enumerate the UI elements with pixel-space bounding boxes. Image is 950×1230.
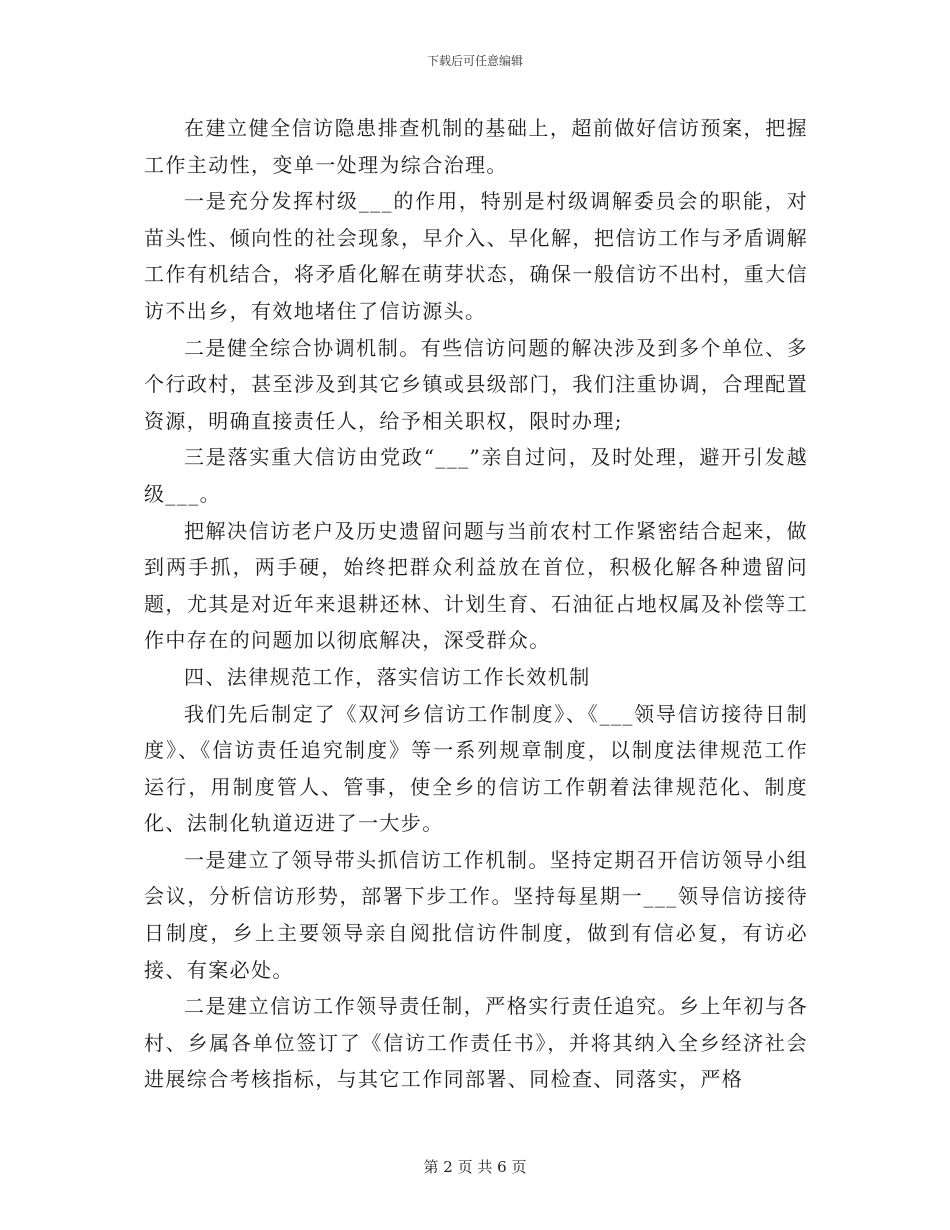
page-header: 下载后可任意编辑 bbox=[426, 54, 523, 68]
paragraph: 我们先后制定了《双河乡信访工作制度》、《___领导信访接待日制度》、《信访责任追究制度》等一系列规章制度，以制度法律规范工作运行，用制度管人、管事，使全乡的信访工作朝着法律规范化、制度化、法制化轨道迈进了一大步。 bbox=[144, 701, 808, 836]
document-body bbox=[144, 110, 808, 1098]
paragraph: 把解决信访老户及历史遗留问题与当前农村工作紧密结合起来，做到两手抓，两手硬，始终把群众利益放在首位，积极化解各种遗留问题，尤其是对近年来退耕还林、计划生育、石油征占地权属及补偿等工作中存在的问题加以彻底解决，深受群众。 bbox=[144, 518, 808, 653]
paragraph: 三是落实重大信访由党政“___”亲自过问，及时处理，避开引发越级___。 bbox=[144, 445, 808, 506]
paragraph: 二是健全综合协调机制。有些信访问题的解决涉及到多个单位、多个行政村，甚至涉及到其它乡镇或县级部门，我们注重协调，合理配置资源，明确直接责任人，给予相关职权，限时办理; bbox=[144, 335, 808, 433]
paragraph: 在建立健全信访隐患排查机制的基础上，超前做好信访预案，把握工作主动性，变单一处理为综合治理。 bbox=[144, 116, 808, 177]
paragraph: 二是建立信访工作领导责任制，严格实行责任追究。乡上年初与各村、乡属各单位签订了《信访工作责任书》，并将其纳入全乡经济社会进展综合考核指标，与其它工作同部署、同检查、同落实，严格 bbox=[144, 994, 808, 1092]
section-heading: 四、法律规范工作，落实信访工作长效机制 bbox=[184, 664, 591, 689]
paragraph: 一是建立了领导带头抓信访工作机制。坚持定期召开信访领导小组会议，分析信访形势，部署下步工作。坚持每星期一___领导信访接待日制度，乡上主要领导亲自阅批信访件制度，做到有信必复，有访必接、有案必处。 bbox=[144, 847, 808, 982]
page-number-footer: 第 2 页 共 6 页 bbox=[423, 1158, 527, 1176]
paragraph: 一是充分发挥村级___的作用，特别是村级调解委员会的职能，对苗头性、倾向性的社会现象，早介入、早化解，把信访工作与矛盾调解工作有机结合，将矛盾化解在萌芽状态，确保一般信访不出村，重大信访不出乡，有效地堵住了信访源头。 bbox=[144, 189, 808, 323]
